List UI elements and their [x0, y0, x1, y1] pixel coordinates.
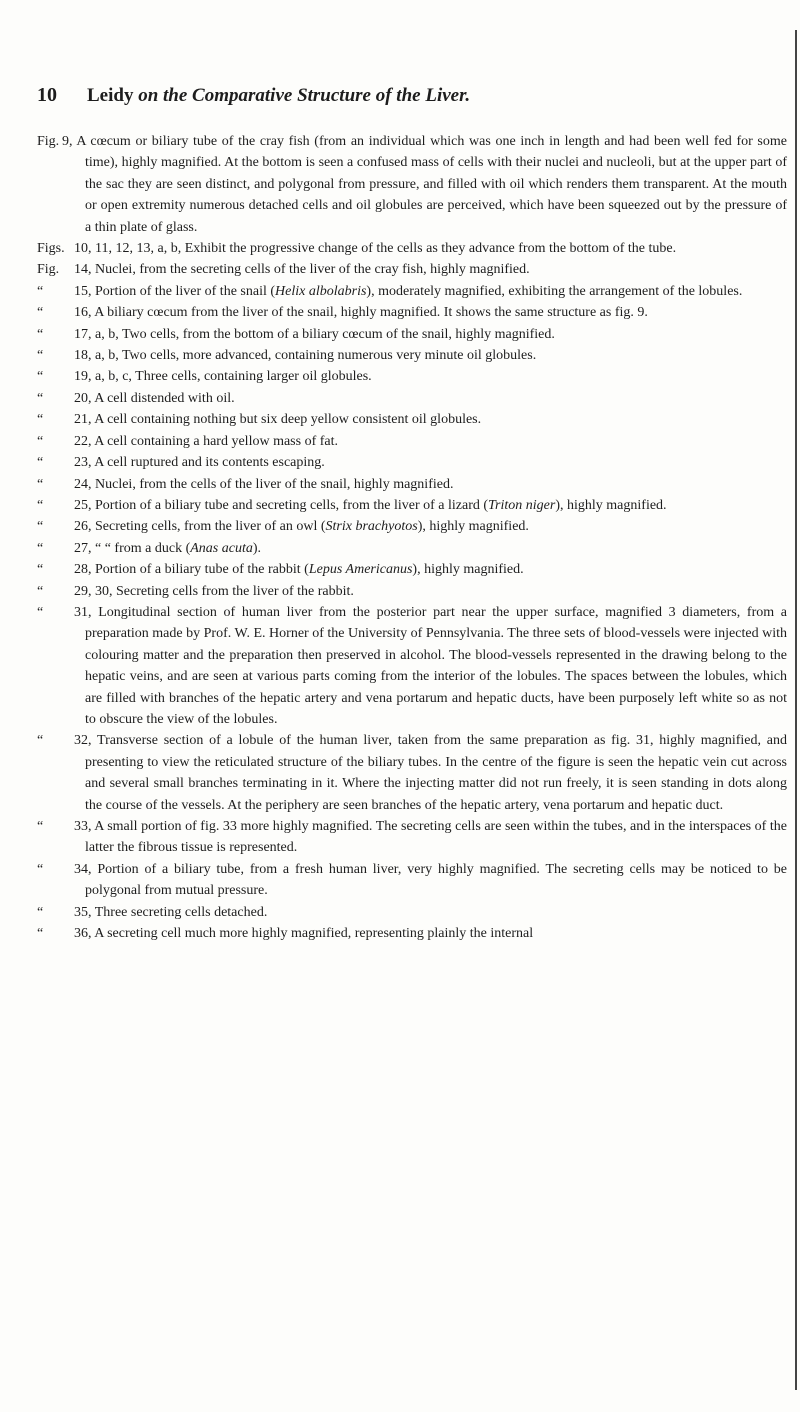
figure-number: 34,: [74, 861, 92, 877]
figure-description: A cœcum or biliary tube of the cray fish (from an individual which was one inch in length and had been well fed for some time), highly magnified. At the bottom is seen a confused mass of cells with their nuclei and nucleoli, but at the upper part of the sac they are seen distinct, and polygonal from pressure, and filled with oil which renders them transparent. At the mouth or open extremity numerous detached cells and oil globules are perceived, which have been squeezed out by the pressure of a thin plate of glass.: [76, 134, 787, 235]
species-name: Strix brachyotos: [325, 519, 418, 535]
figure-entry: [37, 538, 787, 559]
figure-number: 28,: [74, 562, 92, 578]
figure-number: 31,: [74, 604, 92, 620]
figure-description: A small portion of fig. 33 more highly magnified. The secreting cells are seen within the tubes, and in the interspaces of the latter the fibrous tissue is represented.: [85, 819, 787, 856]
figure-description-end: ), moderately magnified, exhibiting the arrangement of the lobules.: [366, 283, 743, 299]
figure-description: a, b, Two cells, more advanced, containing numerous very minute oil globules.: [95, 348, 537, 364]
figure-description: A biliary cœcum from the liver of the snail, highly magnified. It shows the same structure as fig. 9.: [94, 305, 648, 321]
figure-prefix: “: [37, 369, 44, 385]
figure-entry: [37, 559, 787, 580]
figure-prefix: “: [37, 733, 44, 749]
figure-description: 30, Secreting cells from the liver of the rabbit.: [95, 583, 354, 599]
figure-prefix: “: [37, 305, 44, 321]
figure-prefix: “: [37, 326, 44, 342]
figure-prefix: “: [37, 583, 44, 599]
species-name: Helix albolabris: [275, 283, 367, 299]
figure-description: 11, 12, 13, a, b, Exhibit the progressive change of the cells as they advance from the bottom of the tube.: [95, 241, 677, 257]
figure-number: 10,: [74, 241, 92, 257]
running-title: [87, 85, 470, 106]
figure-description: A secreting cell much more highly magnified, representing plainly the internal: [94, 926, 534, 942]
figure-prefix: “: [37, 497, 44, 513]
figure-description-end: ), highly magnified.: [555, 497, 667, 513]
figure-description: Three secreting cells detached.: [94, 904, 268, 920]
figure-number: 29,: [74, 583, 92, 599]
figure-description: a, b, Two cells, from the bottom of a biliary cœcum of the snail, highly magnified.: [95, 326, 555, 342]
figure-entry: [37, 431, 787, 452]
figure-entry: [37, 131, 787, 238]
figure-prefix: “: [37, 562, 44, 578]
figure-entry: [37, 602, 787, 730]
running-title-text: on the Comparative Structure of the Liver.: [138, 85, 471, 106]
figure-entry: [37, 302, 787, 323]
figure-number: 21,: [74, 412, 92, 428]
figure-prefix: “: [37, 540, 44, 556]
figure-number: 9,: [62, 134, 73, 149]
figure-number: 14,: [74, 262, 92, 278]
figure-prefix: “: [37, 904, 44, 920]
running-header: [37, 84, 757, 114]
figure-entry: [37, 259, 787, 280]
figure-description: A cell distended with oil.: [94, 390, 235, 406]
figure-entry: [37, 324, 787, 345]
figure-prefix: “: [37, 476, 44, 492]
figure-prefix: “: [37, 348, 44, 364]
figure-description: A cell ruptured and its contents escaping.: [94, 455, 325, 471]
figure-description-end: ), highly magnified.: [412, 562, 524, 578]
figure-number: 16,: [74, 305, 92, 321]
figure-number: 25,: [74, 497, 92, 513]
figure-number: 32,: [74, 733, 92, 749]
figure-description: Portion of the liver of the snail (: [95, 283, 276, 299]
figure-entry: [37, 816, 787, 859]
figure-description-end: ).: [252, 540, 262, 556]
figure-prefix: Fig.: [37, 134, 60, 149]
species-name: Anas acuta: [190, 540, 253, 556]
figure-description: “ “ from a duck (: [95, 540, 191, 556]
figure-entry: [37, 281, 787, 302]
figure-explanations: [37, 131, 787, 944]
figure-number: 27,: [74, 540, 92, 556]
figure-description: Nuclei, from the secreting cells of the liver of the cray fish, highly magnified.: [95, 262, 530, 278]
figure-entry: [37, 730, 787, 816]
figure-number: 23,: [74, 455, 92, 471]
figure-number: 15,: [74, 283, 92, 299]
species-name: Lepus Americanus: [308, 562, 413, 578]
figure-description: Nuclei, from the cells of the liver of the snail, highly magnified.: [95, 476, 454, 492]
figure-prefix: “: [37, 390, 44, 406]
figure-entry: [37, 238, 787, 259]
figure-number: 33,: [74, 819, 92, 834]
figure-number: 19,: [74, 369, 92, 385]
figure-description: a, b, c, Three cells, containing larger oil globules.: [95, 369, 372, 385]
figure-number: 18,: [74, 348, 92, 364]
figure-prefix: Figs.: [37, 241, 65, 257]
figure-entry: [37, 452, 787, 473]
figure-prefix: “: [37, 604, 44, 620]
figure-number: 35,: [74, 904, 92, 920]
figure-entry: [37, 859, 787, 902]
figure-entry: [37, 474, 787, 495]
figure-prefix: “: [37, 455, 44, 471]
figure-description: Longitudinal section of human liver from the posterior part near the upper surface, magnified 3 diameters, from a preparation made by Prof. W. E. Horner of the University of Pennsylvania. The three sets of blood-vessels were injected with colouring matter and the preparation then preserved in alcohol. The blood-vessels represented in the drawing belong to the hepatic veins, and are seen at various parts coming from the interior of the lobules. The spaces between the lobules, which are filled with branches of the hepatic artery and vena portarum and hepatic ducts, have been purposely left white so as not to obscure the view of the lobules.: [85, 604, 788, 727]
figure-description: A cell containing nothing but six deep yellow consistent oil globules.: [94, 412, 482, 428]
figure-entry: [37, 495, 787, 516]
figure-description-end: ), highly magnified.: [417, 519, 529, 535]
figure-prefix: “: [37, 283, 44, 299]
figure-entry: [37, 388, 787, 409]
figure-prefix: “: [37, 433, 44, 449]
figure-description: Portion of a biliary tube of the rabbit (: [95, 562, 309, 578]
figure-prefix: “: [37, 861, 44, 877]
figure-number: 36,: [74, 926, 92, 942]
figure-entry: [37, 409, 787, 430]
page-edge-rule: [795, 30, 797, 1390]
figure-entry: [37, 345, 787, 366]
figure-number: 26,: [74, 519, 92, 535]
figure-prefix: “: [37, 519, 44, 535]
figure-prefix: Fig.: [37, 262, 60, 278]
figure-number: 22,: [74, 433, 92, 449]
figure-number: 20,: [74, 390, 92, 406]
figure-number: 17,: [74, 326, 92, 342]
species-name: Triton niger: [488, 497, 556, 513]
figure-description: Portion of a biliary tube and secreting cells, from the liver of a lizard (: [95, 497, 489, 513]
figure-prefix: “: [37, 819, 44, 834]
figure-entry: [37, 923, 787, 944]
figure-prefix: “: [37, 926, 44, 942]
figure-description: Secreting cells, from the liver of an owl (: [95, 519, 326, 535]
figure-prefix: “: [37, 412, 44, 428]
figure-entry: [37, 366, 787, 387]
figure-number: 24,: [74, 476, 92, 492]
figure-description: Portion of a biliary tube, from a fresh human liver, very highly magnified. The secreting cells may be noticed to be polygonal from mutual pressure.: [85, 861, 788, 899]
figure-description: A cell containing a hard yellow mass of fat.: [94, 433, 338, 449]
figure-description: Transverse section of a lobule of the human liver, taken from the same preparation as fig. 31, highly magnified, and presenting to view the reticulated structure of the biliary tubes. In the centre of the figure is seen the hepatic vein cut across and several small branches terminating in it. Where the injecting matter did not run freely, it is seen standing in dots along the course of the vessels. At the periphery are seen branches of the hepatic artery, vena portarum and hepatic duct.: [85, 733, 787, 813]
page-number: 10: [37, 84, 57, 106]
figure-entry: [37, 902, 787, 923]
figure-entry: [37, 581, 787, 602]
figure-entry: [37, 516, 787, 537]
running-title-author: Leidy: [87, 85, 134, 106]
